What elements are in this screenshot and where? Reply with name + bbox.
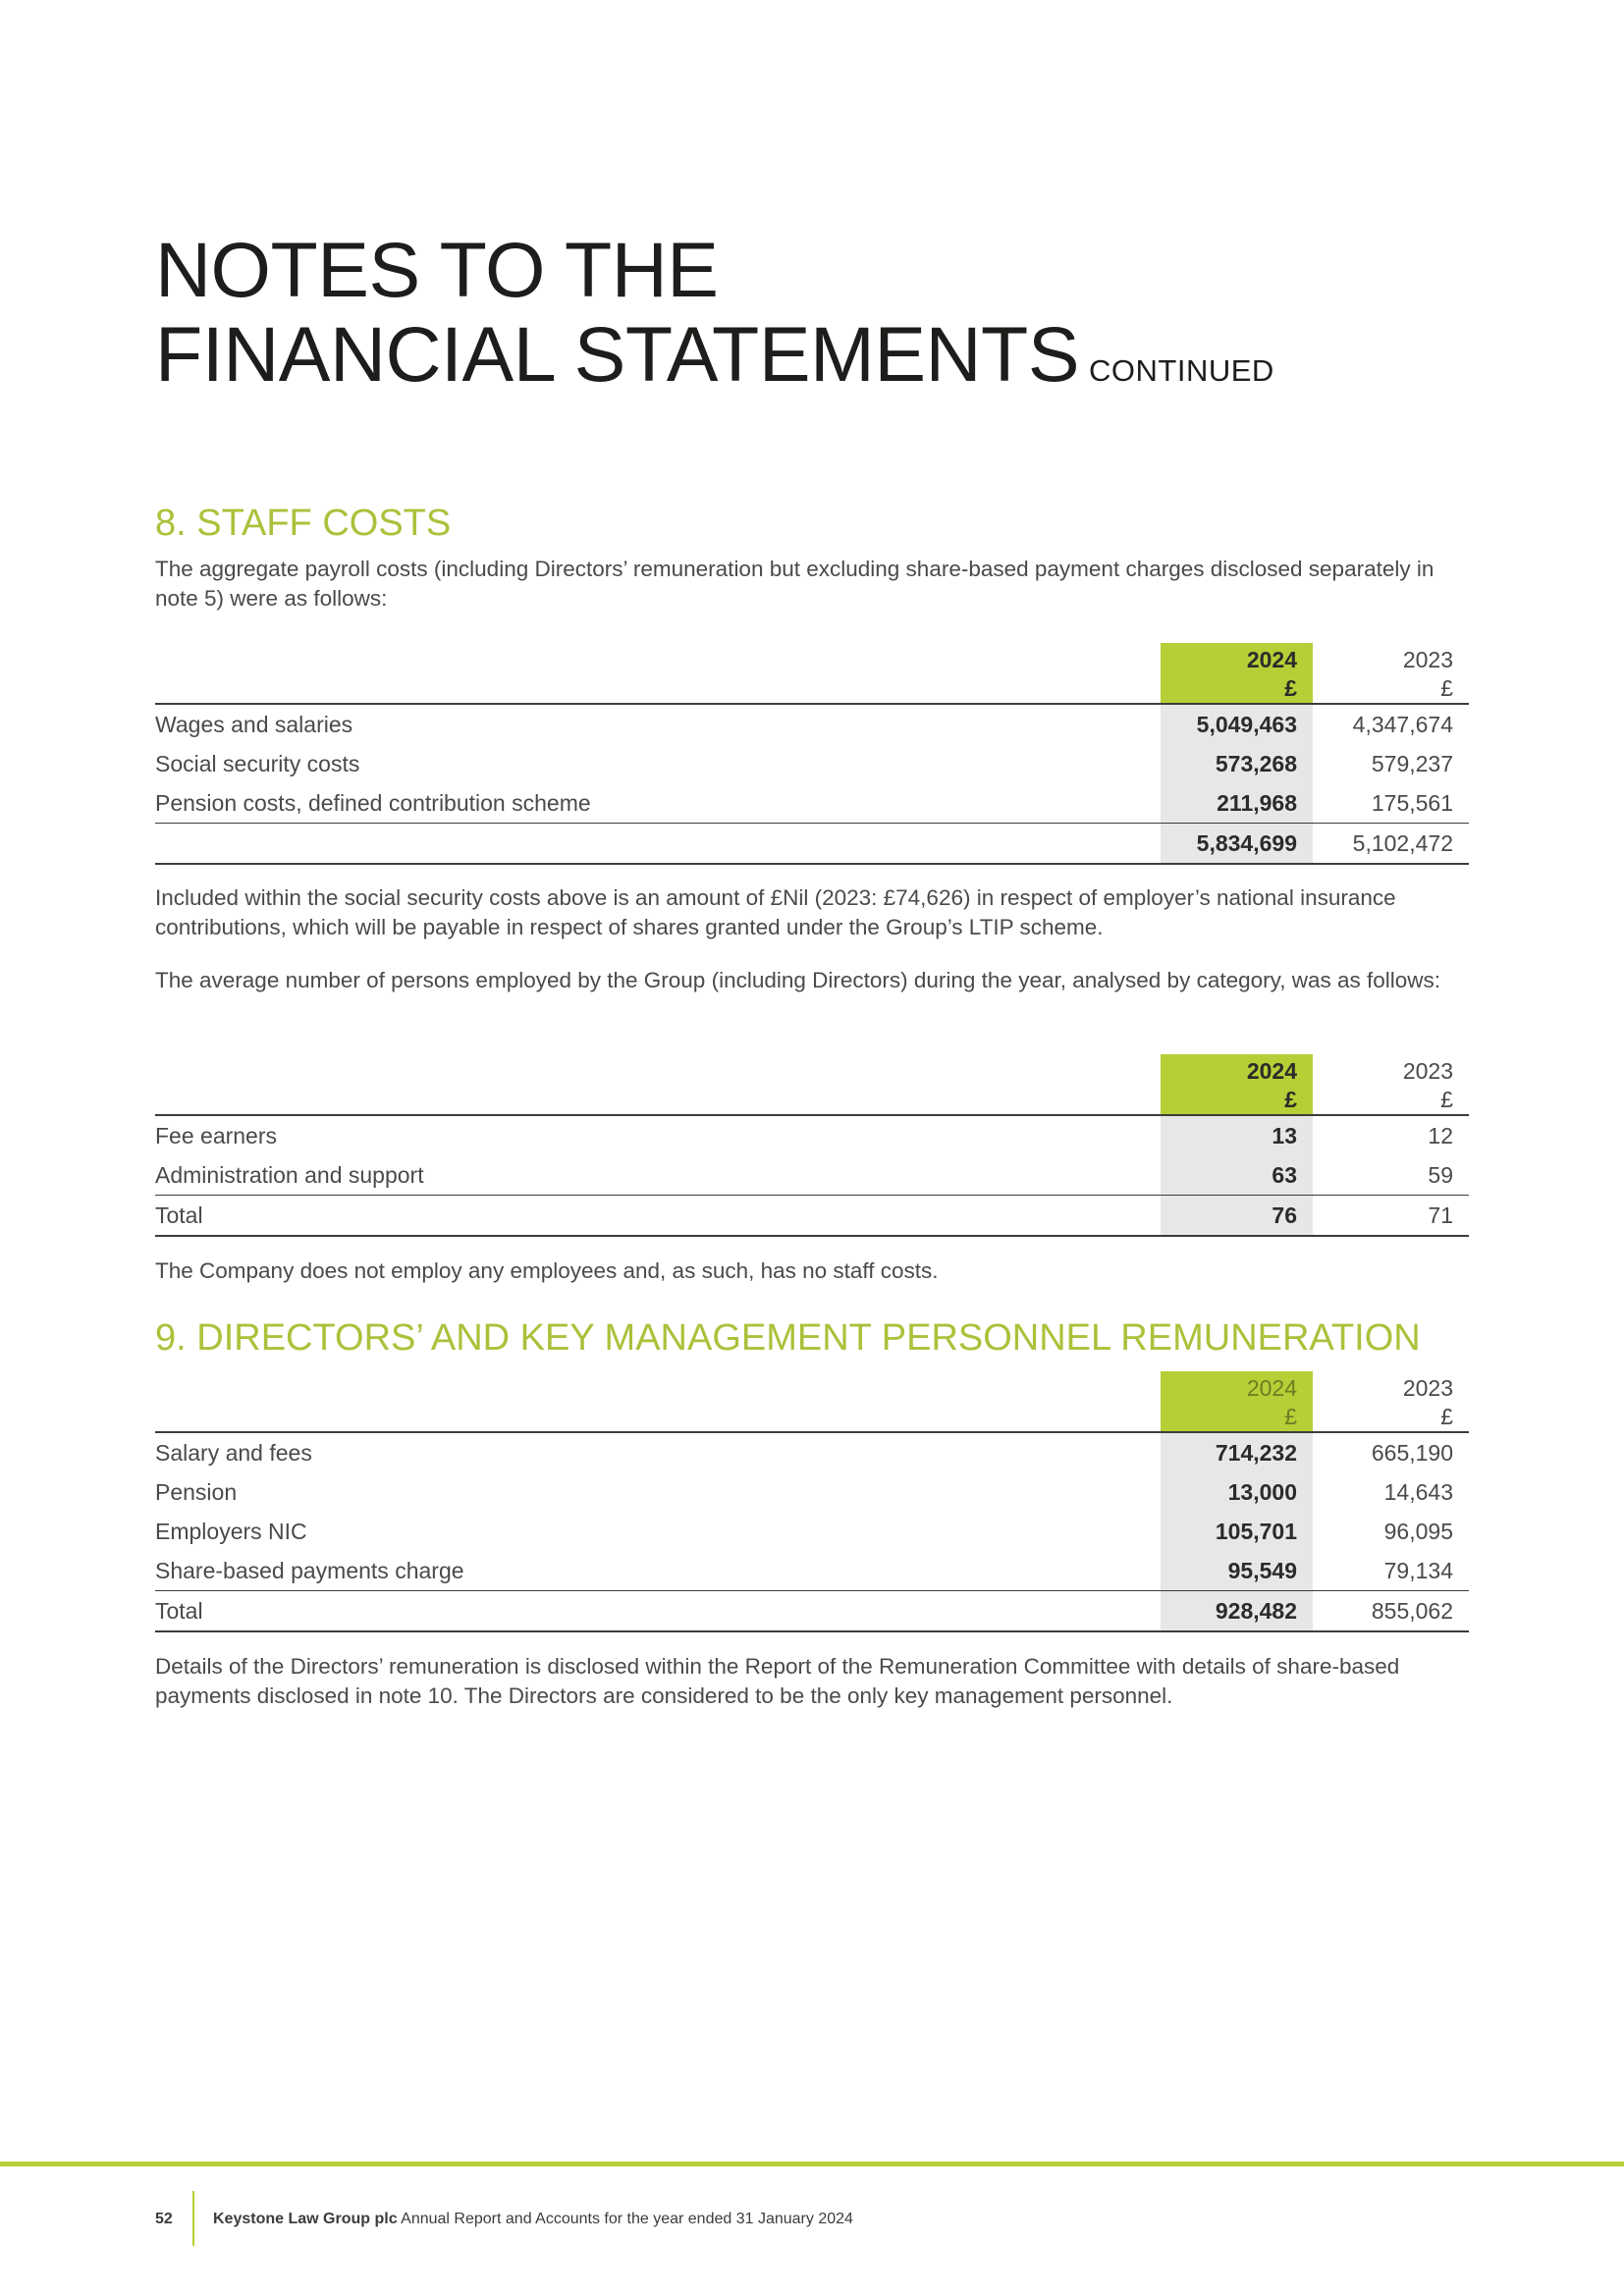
note9-heading: 9. DIRECTORS’ AND KEY MANAGEMENT PERSONNEL REMUNERATION bbox=[155, 1317, 1421, 1359]
table-row bbox=[155, 783, 1469, 824]
total-row bbox=[155, 1196, 1469, 1237]
total-value-current: 5,834,699 bbox=[1161, 824, 1313, 865]
col-unit-current: £ bbox=[1161, 1086, 1313, 1115]
col-header-prior-year: 2023 bbox=[1402, 1058, 1453, 1084]
total-label: Total bbox=[155, 1196, 1161, 1237]
total-value-current: 76 bbox=[1161, 1196, 1313, 1237]
note8-average-paragraph: The average number of persons employed by the Group (including Directors) during the year, analysed by category, was as follows: bbox=[155, 968, 1441, 992]
col-header-prior-year: 2023 bbox=[1402, 1375, 1453, 1401]
total-row bbox=[155, 1591, 1469, 1632]
row-value-current: 211,968 bbox=[1161, 783, 1313, 824]
note8-ni-paragraph: Included within the social security costs above is an amount of £Nil (2023: £74,626) in respect of employer’s national insurance contributions, which will be payable in respect of shares granted under the Group’s LTIP scheme. bbox=[155, 885, 1396, 939]
total-value-prior: 5,102,472 bbox=[1313, 824, 1469, 865]
row-label: Social security costs bbox=[155, 751, 360, 776]
note8-heading: 8. STAFF COSTS bbox=[155, 503, 452, 544]
row-value-prior: 665,190 bbox=[1313, 1432, 1469, 1472]
staff-costs-table bbox=[155, 643, 1469, 865]
continued-label: CONTINUED bbox=[1089, 353, 1274, 388]
total-label bbox=[155, 824, 1161, 865]
table-row bbox=[155, 704, 1469, 744]
row-value-prior: 79,134 bbox=[1383, 1558, 1453, 1583]
row-label: Salary and fees bbox=[155, 1432, 1161, 1472]
table-row bbox=[155, 744, 1469, 783]
table-row bbox=[155, 1155, 1469, 1196]
row-value-current: 95,549 bbox=[1161, 1551, 1313, 1591]
row-value-prior: 579,237 bbox=[1371, 751, 1453, 776]
footer-divider bbox=[192, 2191, 194, 2246]
row-value-prior: 14,643 bbox=[1383, 1479, 1453, 1505]
note9-details-paragraph: Details of the Directors’ remuneration is disclosed within the Report of the Remuneration Committee with details of share-based payments disclosed in note 10. The Directors are considered to be the only key management personnel. bbox=[155, 1654, 1400, 1708]
total-value-prior: 71 bbox=[1313, 1196, 1469, 1237]
row-label: Administration and support bbox=[155, 1162, 424, 1188]
col-header-current-year: 2024 bbox=[1161, 1054, 1313, 1086]
row-label: Wages and salaries bbox=[155, 704, 1161, 744]
row-label: Share-based payments charge bbox=[155, 1558, 464, 1583]
col-header-prior-year: 2023 bbox=[1402, 647, 1453, 672]
row-value-current: 573,268 bbox=[1161, 744, 1313, 783]
col-unit-prior: £ bbox=[1440, 1087, 1453, 1112]
col-unit-current: £ bbox=[1161, 674, 1313, 704]
note8-company-paragraph: The Company does not employ any employees and, as such, has no staff costs. bbox=[155, 1258, 939, 1283]
row-value-current: 63 bbox=[1161, 1155, 1313, 1196]
page-title-main: FINANCIAL STATEMENTS bbox=[155, 310, 1080, 398]
table-row bbox=[155, 1115, 1469, 1155]
row-value-prior: 4,347,674 bbox=[1313, 704, 1469, 744]
col-unit-prior: £ bbox=[1440, 1404, 1453, 1429]
total-value-prior: 855,062 bbox=[1313, 1591, 1469, 1632]
total-value-current: 928,482 bbox=[1161, 1591, 1313, 1632]
col-header-current-year: 2024 bbox=[1161, 1371, 1313, 1403]
table-row bbox=[155, 1472, 1469, 1512]
total-row bbox=[155, 824, 1469, 865]
row-value-prior: 96,095 bbox=[1383, 1519, 1453, 1544]
row-label: Pension costs, defined contribution scheme bbox=[155, 790, 591, 816]
footer-text bbox=[213, 2211, 853, 2228]
footer-company: Keystone Law Group plc bbox=[213, 2211, 398, 2227]
row-value-current: 13 bbox=[1161, 1115, 1313, 1155]
note8-intro: The aggregate payroll costs (including Directors’ remuneration but excluding share-based payment charges disclosed separately in note 5) were as follows: bbox=[155, 557, 1435, 611]
row-value-current: 5,049,463 bbox=[1161, 704, 1313, 744]
total-label: Total bbox=[155, 1591, 1161, 1632]
page-number: 52 bbox=[155, 2211, 173, 2227]
table-row bbox=[155, 1512, 1469, 1551]
page-title bbox=[155, 228, 1274, 413]
employee-numbers-table bbox=[155, 1054, 1469, 1237]
row-label: Pension bbox=[155, 1479, 238, 1505]
table-row bbox=[155, 1432, 1469, 1472]
col-unit-current: £ bbox=[1161, 1403, 1313, 1432]
col-header-current-year: 2024 bbox=[1161, 643, 1313, 674]
col-unit-prior: £ bbox=[1440, 675, 1453, 701]
page-title-line2 bbox=[155, 312, 1274, 413]
table-row bbox=[155, 1551, 1469, 1591]
row-value-current: 13,000 bbox=[1161, 1472, 1313, 1512]
row-value-prior: 59 bbox=[1428, 1162, 1453, 1188]
footer-rule bbox=[0, 2162, 1624, 2166]
row-label: Fee earners bbox=[155, 1115, 1161, 1155]
row-value-current: 714,232 bbox=[1161, 1432, 1313, 1472]
row-value-prior: 12 bbox=[1313, 1115, 1469, 1155]
row-label: Employers NIC bbox=[155, 1519, 307, 1544]
row-value-current: 105,701 bbox=[1161, 1512, 1313, 1551]
page-title-line1: NOTES TO THE bbox=[155, 226, 719, 313]
footer-doc-title: Annual Report and Accounts for the year ended 31 January 2024 bbox=[401, 2211, 853, 2227]
directors-remuneration-table bbox=[155, 1371, 1469, 1632]
row-value-prior: 175,561 bbox=[1371, 790, 1453, 816]
